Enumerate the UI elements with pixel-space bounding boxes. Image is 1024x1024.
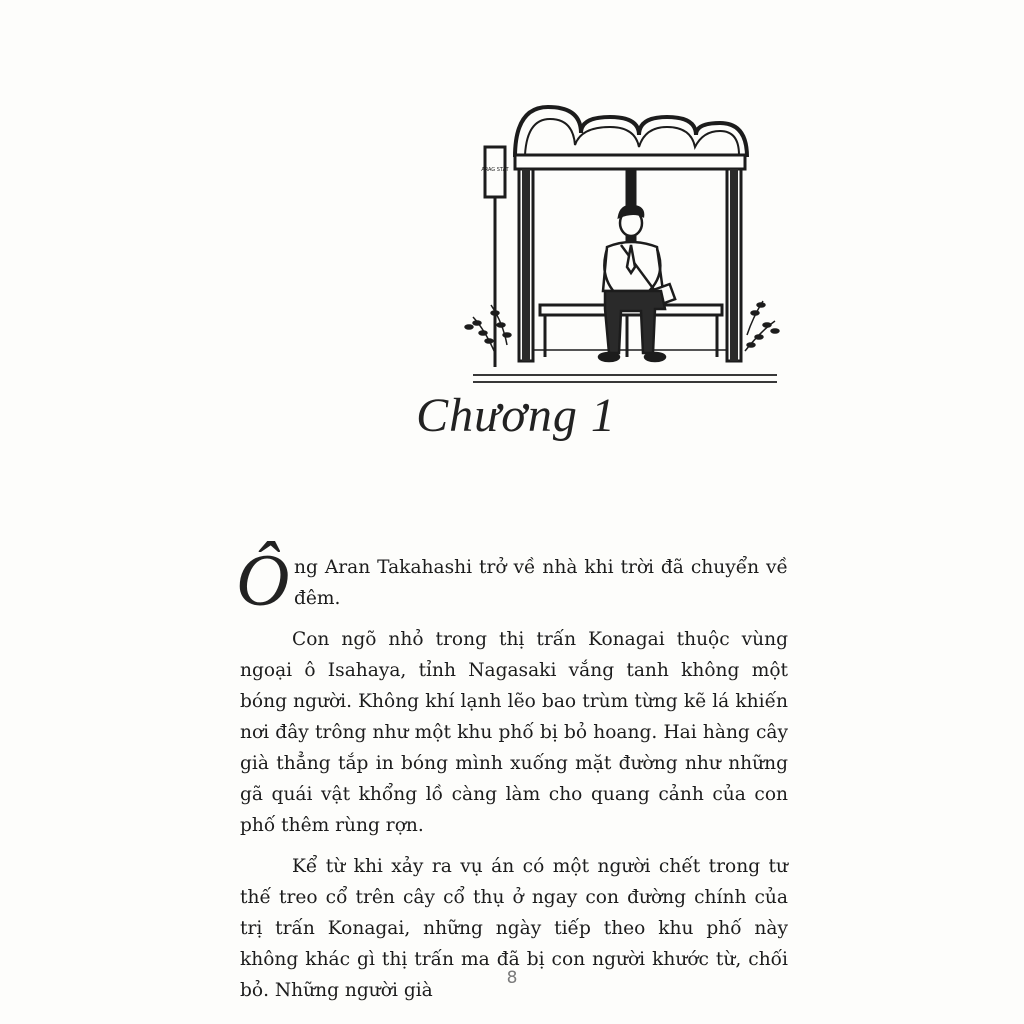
body-text bbox=[236, 540, 788, 1016]
first-paragraph bbox=[236, 540, 788, 622]
plant-left bbox=[465, 305, 511, 353]
first-paragraph-text: ng Aran Takahashi trở về nhà khi trời đã chuyển về đêm. bbox=[294, 557, 788, 609]
bench bbox=[540, 305, 722, 357]
paragraph-1: Con ngõ nhỏ trong thị trấn Konagai thuộc vùng ngoại ô Isahaya, tỉnh Nagasaki vắng tanh không một bóng người. Không khí lạnh lẽo bao trùm từng kẽ lá khiến nơi đây trông như một khu phố bị bỏ hoang. Hai hàng cây già thẳng tắp in bóng mình xuống mặt đường như những gã quái vật khổng lồ càng làm cho quang cảnh của con phố thêm rùng rợn. bbox=[240, 629, 788, 836]
page-number: 8 bbox=[506, 968, 518, 988]
paragraph-2: Kể từ khi xảy ra vụ án có một người chết trong tư thế treo cổ trên cây cổ thụ ở ngay con đường chính của trị trấn Konagai, những ngày tiếp theo khu phố này không khác gì thị trấn ma đã bị con người khước từ, chối bỏ. Những người già bbox=[240, 856, 788, 1001]
plant-right bbox=[745, 301, 779, 351]
chapter-title: Chương 1 bbox=[416, 389, 616, 442]
bus-stop-illustration bbox=[455, 95, 790, 390]
drop-cap: Ô bbox=[236, 540, 290, 622]
sign-text: ARAG STAT bbox=[481, 167, 509, 173]
seated-man bbox=[599, 206, 675, 361]
ground-lines bbox=[473, 375, 777, 382]
bus-stop-illustration-svg bbox=[455, 95, 790, 390]
